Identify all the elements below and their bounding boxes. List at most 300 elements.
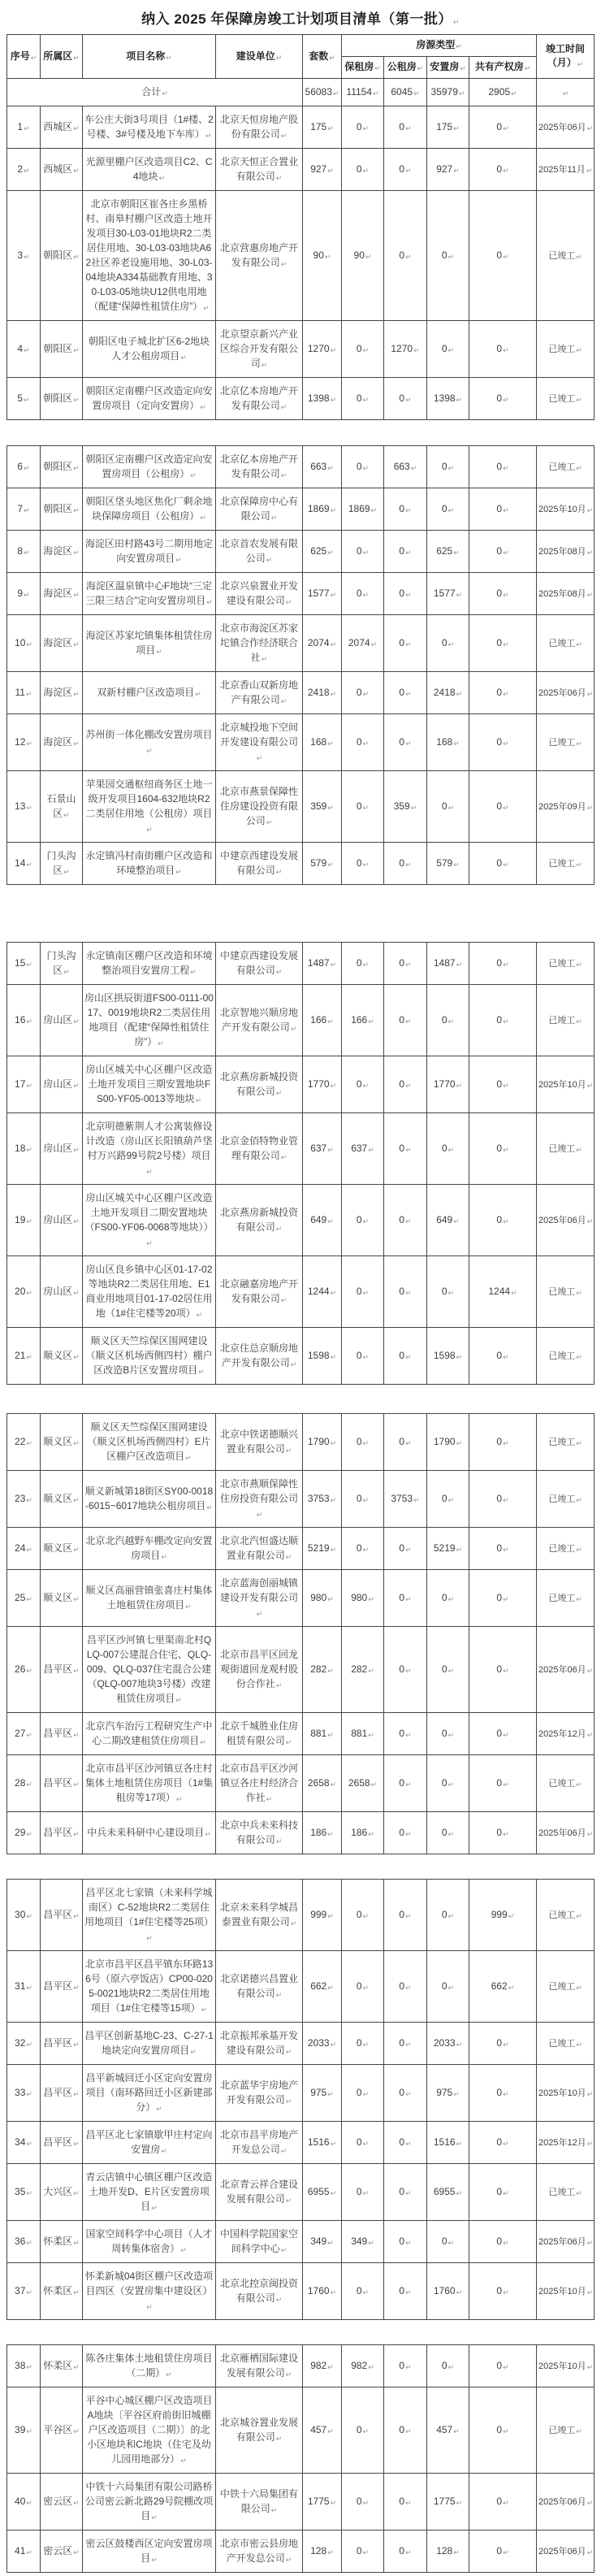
cell-project-name: 中铁十六局集团有限公司路桥公司密云新北路29号院棚改项目↵ <box>83 2474 216 2530</box>
paragraph-mark: ↵ <box>405 1289 412 1297</box>
paragraph-mark: ↵ <box>405 640 412 648</box>
paragraph-mark: ↵ <box>405 1667 412 1675</box>
paragraph-mark: ↵ <box>503 961 509 969</box>
paragraph-mark: ↵ <box>26 1595 32 1603</box>
cell-rental-guarantee: 2658↵ <box>342 1755 384 1812</box>
table-row <box>7 943 595 985</box>
paragraph-mark: ↵ <box>30 53 37 62</box>
paragraph-mark: ↵ <box>185 1454 192 1462</box>
paragraph-mark: ↵ <box>362 167 370 175</box>
cell-public-rental: 0↵ <box>384 1185 427 1256</box>
table-row <box>7 771 595 843</box>
paragraph-mark: ↵ <box>73 1353 80 1361</box>
cell-completion-date: 2025年10月↵ <box>537 1056 595 1113</box>
paragraph-mark: ↵ <box>332 89 339 98</box>
paragraph-mark: ↵ <box>405 2040 412 2049</box>
paragraph-mark: ↵ <box>73 464 80 472</box>
paragraph-mark: ↵ <box>280 471 288 479</box>
paragraph-mark: ↵ <box>73 167 80 175</box>
paragraph-mark: ↵ <box>327 124 334 132</box>
paragraph-mark: ↵ <box>576 1780 582 1789</box>
cell-resettlement: 1598↵ <box>427 1328 469 1385</box>
cell-shared-ownership: 0↵ <box>469 771 537 843</box>
paragraph-mark: ↵ <box>448 804 455 812</box>
cell-completion-date: 已竣工↵ <box>537 714 595 771</box>
cell-rental-guarantee: 0↵ <box>342 2530 384 2573</box>
paragraph-mark: ↵ <box>26 2140 32 2148</box>
cell-rental-guarantee: 186↵ <box>342 1812 384 1854</box>
cell-project-name: 北京市朝阳区崔各庄乡黑桥村、南皋村棚户区改造土地开发项目30-L03-01地块R2二类居住用地、30-L03-03地块A62社区养老设施用地、30-L03-04地块A334基础教育用地、30-L03-05地块U12供电用地（配建“保障性租赁住房”）↵ <box>83 191 216 321</box>
cell-district: 门头沟区↵ <box>41 843 83 885</box>
cell-district: 怀柔区↵ <box>41 2221 83 2263</box>
cell-district: 顺义区↵ <box>41 1471 83 1528</box>
cell-seq: 17↵ <box>7 1056 41 1113</box>
cell-resettlement: 1790↵ <box>427 1414 469 1471</box>
cell-shared-ownership: 0↵ <box>469 2530 537 2573</box>
paragraph-mark: ↵ <box>203 304 210 312</box>
cell-seq: 22↵ <box>7 1414 41 1471</box>
cell-completion-date: 2025年10月↵ <box>537 2065 595 2122</box>
paragraph-mark: ↵ <box>275 1991 283 1999</box>
cell-project-name: 平谷中心城区棚户区改造项目A地块〔平谷区府前街旧城棚户区改造项目（二期）〕的北小区地块和C地块（住宅及幼儿园用地部分）↵ <box>83 2387 216 2474</box>
paragraph-mark: ↵ <box>374 64 381 72</box>
cell-district: 昌平区↵ <box>41 1812 83 1854</box>
cell-units: 881↵ <box>303 1713 342 1755</box>
paragraph-mark: ↵ <box>24 346 30 354</box>
paragraph-mark: ↵ <box>576 1545 582 1554</box>
cell-public-rental: 0↵ <box>384 985 427 1056</box>
cell-resettlement: 0↵ <box>427 1471 469 1528</box>
table-page-3 <box>6 942 595 1385</box>
cell-resettlement: 0↵ <box>427 985 469 1056</box>
paragraph-mark: ↵ <box>280 1296 288 1304</box>
paragraph-mark: ↵ <box>576 960 582 969</box>
cell-district: 西城区↵ <box>41 106 83 149</box>
paragraph-mark: ↵ <box>275 2296 283 2304</box>
cell-project-name: 海淀区温泉镇中心F地块“三定三限三结合”定向安置房项目↵ <box>83 573 216 615</box>
cell-builder: 中建京西建设发展有限公司↵ <box>216 943 303 985</box>
cell-units: 625↵ <box>303 531 342 573</box>
table-row <box>7 1056 595 1113</box>
cell-rental-guarantee: 0↵ <box>342 2023 384 2065</box>
paragraph-mark: ↵ <box>456 42 462 50</box>
cell-builder: 北京燕房新城投资有限公司↵ <box>216 1185 303 1256</box>
cell-builder: 北京蓝海创丽城镇建设开发有限公司↵ <box>216 1570 303 1627</box>
cell-resettlement: 1516↵ <box>427 2122 469 2164</box>
table-row <box>7 1755 595 1812</box>
paragraph-mark: ↵ <box>405 2499 412 2507</box>
table-row <box>7 2221 595 2263</box>
cell-builder: 北京城投地下空间开发建设有限公司↵ <box>216 714 303 771</box>
table-row <box>7 1528 595 1570</box>
paragraph-mark: ↵ <box>511 1289 517 1297</box>
paragraph-mark: ↵ <box>205 1830 211 1838</box>
cell-public-rental: 0↵ <box>384 2345 427 2387</box>
paragraph-mark: ↵ <box>586 166 593 175</box>
cell-shared-ownership: 0↵ <box>469 985 537 1056</box>
cell-completion-date: 已竣工↵ <box>537 1755 595 1812</box>
paragraph-mark: ↵ <box>448 1984 455 1992</box>
paragraph-mark: ↵ <box>180 353 187 362</box>
paragraph-mark: ↵ <box>576 1983 582 1992</box>
cell-shared-ownership: 0↵ <box>469 1627 537 1713</box>
paragraph-mark: ↵ <box>330 1289 337 1297</box>
paragraph-mark: ↵ <box>24 591 30 599</box>
paragraph-mark: ↵ <box>362 2288 370 2296</box>
cell-project-name: 密云区鼓楼西区定向安置房项目↵ <box>83 2530 216 2573</box>
cell-resettlement: 0↵ <box>427 191 469 321</box>
paragraph-mark: ↵ <box>503 1546 509 1554</box>
col-header-rental-guarantee: 保租房↵ <box>342 57 384 79</box>
paragraph-mark: ↵ <box>73 2189 80 2197</box>
paragraph-mark: ↵ <box>405 506 412 514</box>
cell-units: 168↵ <box>303 714 342 771</box>
total-resettlement: 35979↵ <box>427 79 469 106</box>
cell-project-name: 昌平区创新基地C-23、C-27-1地块定向安置房项目↵ <box>83 2023 216 2065</box>
cell-district: 海淀区↵ <box>41 714 83 771</box>
paragraph-mark: ↵ <box>405 1146 412 1154</box>
cell-rental-guarantee: 0↵ <box>342 943 384 985</box>
paragraph-mark: ↵ <box>405 549 412 557</box>
paragraph-mark: ↵ <box>73 1289 80 1297</box>
cell-builder: 北京天恒正合置业有限公司↵ <box>216 149 303 191</box>
cell-resettlement: 0↵ <box>427 2345 469 2387</box>
cell-district: 顺义区↵ <box>41 1528 83 1570</box>
paragraph-mark: ↵ <box>503 396 509 404</box>
cell-seq: 41↵ <box>7 2530 41 2573</box>
table-row <box>7 2345 595 2387</box>
cell-builder: 中铁十六局集团有限公司↵ <box>216 2474 303 2530</box>
paragraph-mark: ↵ <box>24 253 30 261</box>
paragraph-mark: ↵ <box>362 2189 370 2197</box>
paragraph-mark: ↵ <box>26 1496 32 1504</box>
paragraph-mark: ↵ <box>576 345 582 354</box>
paragraph-mark: ↵ <box>327 1731 334 1739</box>
cell-units: 128↵ <box>303 2530 342 2573</box>
cell-resettlement: 0↵ <box>427 2221 469 2263</box>
paragraph-mark: ↵ <box>448 640 455 648</box>
paragraph-mark: ↵ <box>329 53 335 62</box>
paragraph-mark: ↵ <box>327 2239 334 2247</box>
cell-builder: 北京燕房新城投资有限公司↵ <box>216 1056 303 1113</box>
paragraph-mark: ↵ <box>503 591 509 599</box>
rows-section-6 <box>7 2345 595 2573</box>
cell-builder: 北京北汽恒盛达顺置业有限公司↵ <box>216 1528 303 1570</box>
cell-resettlement: 1487↵ <box>427 943 469 985</box>
cell-builder: 北京振邦承基开发建设有限公司↵ <box>216 2023 303 2065</box>
paragraph-mark: ↵ <box>448 2239 455 2247</box>
cell-public-rental: 0↵ <box>384 2530 427 2573</box>
cell-seq: 35↵ <box>7 2164 41 2221</box>
paragraph-mark: ↵ <box>327 1984 334 1992</box>
paragraph-mark: ↵ <box>280 2147 288 2155</box>
paragraph-mark: ↵ <box>370 506 378 514</box>
paragraph-mark: ↵ <box>370 640 378 648</box>
paragraph-mark: ↵ <box>576 1352 582 1361</box>
paragraph-mark: ↵ <box>324 253 331 261</box>
paragraph-mark: ↵ <box>73 1082 80 1090</box>
paragraph-mark: ↵ <box>405 396 412 404</box>
paragraph-mark: ↵ <box>503 1082 509 1090</box>
cell-rental-guarantee: 0↵ <box>342 573 384 615</box>
cell-builder: 北京首农发展有限公司↵ <box>216 531 303 573</box>
paragraph-mark: ↵ <box>405 861 412 869</box>
cell-completion-date: 已竣工↵ <box>537 191 595 321</box>
paragraph-mark: ↵ <box>503 464 509 472</box>
paragraph-mark: ↵ <box>456 690 463 698</box>
paragraph-mark: ↵ <box>285 2097 292 2105</box>
paragraph-mark: ↵ <box>586 2089 594 2098</box>
paragraph-mark: ↵ <box>456 1546 463 1554</box>
paragraph-mark: ↵ <box>285 1446 292 1455</box>
paragraph-mark: ↵ <box>73 1146 80 1154</box>
cell-rental-guarantee: 0↵ <box>342 106 384 149</box>
paragraph-mark: ↵ <box>586 2288 594 2296</box>
cell-completion-date: 2025年06月↵ <box>537 2530 595 2573</box>
cell-units: 1244↵ <box>303 1256 342 1328</box>
paragraph-mark: ↵ <box>503 2427 509 2435</box>
cell-completion-date: 2025年09月↵ <box>537 771 595 843</box>
cell-public-rental: 0↵ <box>384 1880 427 1951</box>
cell-completion-date: 已竣工↵ <box>537 321 595 378</box>
cell-district: 房山区↵ <box>41 1256 83 1328</box>
paragraph-mark: ↵ <box>330 1780 337 1789</box>
table-row <box>7 714 595 771</box>
paragraph-mark: ↵ <box>280 260 288 268</box>
paragraph-mark: ↵ <box>453 2548 460 2556</box>
paragraph-mark: ↵ <box>453 861 460 869</box>
cell-district: 昌平区↵ <box>41 2122 83 2164</box>
paragraph-mark: ↵ <box>503 1146 509 1154</box>
cell-project-name: 昌平区北七家镇歇甲庄村定向安置房↵ <box>83 2122 216 2164</box>
rows-section-4 <box>7 1414 595 1854</box>
paragraph-mark: ↵ <box>63 868 70 876</box>
paragraph-mark: ↵ <box>362 690 370 698</box>
paragraph-mark: ↵ <box>503 167 509 175</box>
cell-district: 门头沟区↵ <box>41 943 83 985</box>
paragraph-mark: ↵ <box>405 2548 412 2556</box>
paragraph-mark: ↵ <box>503 1731 509 1739</box>
table-row <box>7 2387 595 2474</box>
cell-district: 房山区↵ <box>41 985 83 1056</box>
paragraph-mark: ↵ <box>405 2288 412 2296</box>
paragraph-mark: ↵ <box>175 556 182 564</box>
cell-resettlement: 1577↵ <box>427 573 469 615</box>
cell-district: 西城区↵ <box>41 149 83 191</box>
paragraph-mark: ↵ <box>146 1168 153 1176</box>
cell-units: 2074↵ <box>303 615 342 672</box>
cell-public-rental: 0↵ <box>384 714 427 771</box>
cell-shared-ownership: 0↵ <box>469 1414 537 1471</box>
paragraph-mark: ↵ <box>330 396 337 404</box>
cell-rental-guarantee: 0↵ <box>342 1328 384 1385</box>
paragraph-mark: ↵ <box>362 464 370 472</box>
table-row <box>7 1627 595 1713</box>
cell-rental-guarantee: 0↵ <box>342 1951 384 2023</box>
cell-builder: 北京住总京顺房地产开发有限公司↵ <box>216 1328 303 1385</box>
paragraph-mark: ↵ <box>503 1017 509 1026</box>
cell-resettlement: 1770↵ <box>427 1056 469 1113</box>
paragraph-mark: ↵ <box>362 1984 370 1992</box>
paragraph-mark: ↵ <box>26 1082 32 1090</box>
table-row <box>7 2263 595 2320</box>
paragraph-mark: ↵ <box>180 2457 187 2465</box>
cell-project-name: 车公庄大街3号项目（1#楼、2号楼、3#号楼及地下车库）↵ <box>83 106 216 149</box>
paragraph-mark: ↵ <box>327 2363 334 2371</box>
table-row <box>7 1812 595 1854</box>
cell-district: 房山区↵ <box>41 1185 83 1256</box>
paragraph-mark: ↵ <box>200 514 206 522</box>
cell-resettlement: 0↵ <box>427 1755 469 1812</box>
paragraph-mark: ↵ <box>586 124 594 132</box>
cell-public-rental: 0↵ <box>384 1256 427 1328</box>
cell-units: 282↵ <box>303 1627 342 1713</box>
cell-resettlement: 0↵ <box>427 446 469 488</box>
paragraph-mark: ↵ <box>185 1602 192 1611</box>
paragraph-mark: ↵ <box>24 464 30 472</box>
cell-rental-guarantee: 0↵ <box>342 2164 384 2221</box>
paragraph-mark: ↵ <box>330 1353 337 1361</box>
cell-resettlement: 579↵ <box>427 843 469 885</box>
paragraph-mark: ↵ <box>448 1780 455 1789</box>
col-header-housing-type-group: 房源类型↵ <box>342 35 537 57</box>
cell-public-rental: 0↵ <box>384 1713 427 1755</box>
cell-shared-ownership: 0↵ <box>469 843 537 885</box>
paragraph-mark: ↵ <box>362 2499 370 2507</box>
cell-shared-ownership: 0↵ <box>469 943 537 985</box>
paragraph-mark: ↵ <box>270 514 278 522</box>
paragraph-mark: ↵ <box>362 1496 370 1504</box>
cell-project-name: 朝阳区垡头地区焦化厂剩余地块保障房项目（公租房）↵ <box>83 488 216 531</box>
cell-completion-date: 2025年12月↵ <box>537 2122 595 2164</box>
cell-seq: 5↵ <box>7 378 41 420</box>
paragraph-mark: ↵ <box>73 1830 80 1838</box>
paragraph-mark: ↵ <box>26 804 32 812</box>
paragraph-mark: ↵ <box>270 2506 278 2514</box>
paragraph-mark: ↵ <box>503 1830 509 1838</box>
paragraph-mark: ↵ <box>330 1439 337 1447</box>
cell-public-rental: 0↵ <box>384 2122 427 2164</box>
paragraph-mark: ↵ <box>448 1496 455 1504</box>
cell-rental-guarantee: 637↵ <box>342 1113 384 1185</box>
paragraph-mark: ↵ <box>73 396 80 404</box>
paragraph-mark: ↵ <box>576 2188 582 2197</box>
paragraph-mark: ↵ <box>73 2499 80 2507</box>
paragraph-mark: ↵ <box>362 346 370 354</box>
cell-units: 1487↵ <box>303 943 342 985</box>
cell-completion-date: 已竣工↵ <box>537 378 595 420</box>
cell-shared-ownership: 0↵ <box>469 2065 537 2122</box>
cell-units: 579↵ <box>303 843 342 885</box>
cell-units: 3753↵ <box>303 1471 342 1528</box>
paragraph-mark: ↵ <box>453 1217 460 1225</box>
cell-project-name: 北京市昌平区沙河镇豆各庄村集体土地租赁住房项目（1#集租房等17项）↵ <box>83 1755 216 1812</box>
cell-seq: 29↵ <box>7 1812 41 1854</box>
cell-public-rental: 0↵ <box>384 1528 427 1570</box>
paragraph-mark: ↵ <box>275 1225 283 1233</box>
paragraph-mark: ↵ <box>330 690 337 698</box>
paragraph-mark: ↵ <box>63 811 70 819</box>
cell-builder: 北京雁栖国际建设发展有限公司↵ <box>216 2345 303 2387</box>
paragraph-mark: ↵ <box>503 1595 509 1603</box>
paragraph-mark: ↵ <box>586 2362 594 2371</box>
cell-seq: 16↵ <box>7 985 41 1056</box>
cell-completion-date: 已竣工↵ <box>537 1471 595 1528</box>
cell-public-rental: 0↵ <box>384 2387 427 2474</box>
paragraph-mark: ↵ <box>503 739 509 748</box>
cell-shared-ownership: 0↵ <box>469 1812 537 1854</box>
cell-district: 海淀区↵ <box>41 531 83 573</box>
cell-project-name: 苹果园交通枢纽商务区土地一级开发项目1604-632地块R2二类居住用地（公租房）项目↵ <box>83 771 216 843</box>
paragraph-mark: ↵ <box>275 1089 283 1097</box>
cell-seq: 37↵ <box>7 2263 41 2320</box>
paragraph-mark: ↵ <box>327 804 334 812</box>
cell-completion-date: 2025年06月↵ <box>537 2474 595 2530</box>
cell-builder: 北京亿本房地产开发有限公司↵ <box>216 446 303 488</box>
paragraph-mark: ↵ <box>280 132 288 140</box>
cell-completion-date: 已竣工↵ <box>537 1570 595 1627</box>
paragraph-mark: ↵ <box>327 2090 334 2098</box>
cell-builder: 中国科学院国家空间科学中心↵ <box>216 2221 303 2263</box>
paragraph-mark: ↵ <box>405 961 412 969</box>
cell-rental-guarantee: 349↵ <box>342 2221 384 2263</box>
paragraph-mark: ↵ <box>24 167 30 175</box>
cell-units: 1398↵ <box>303 378 342 420</box>
paragraph-mark: ↵ <box>362 124 370 132</box>
cell-units: 982↵ <box>303 2345 342 2387</box>
cell-district: 大兴区↵ <box>41 2164 83 2221</box>
paragraph-mark: ↵ <box>586 590 594 599</box>
cell-district: 昌平区↵ <box>41 1755 83 1812</box>
table-row <box>7 1185 595 1256</box>
paragraph-mark: ↵ <box>73 2363 80 2371</box>
cell-builder: 北京智地兴顺房地产开发有限公司↵ <box>216 985 303 1056</box>
cell-units: 2418↵ <box>303 672 342 714</box>
table-row <box>7 488 595 531</box>
cell-seq: 4↵ <box>7 321 41 378</box>
paragraph-mark: ↵ <box>206 598 213 606</box>
cell-resettlement: 1760↵ <box>427 2263 469 2320</box>
cell-shared-ownership: 0↵ <box>469 321 537 378</box>
cell-seq: 36↵ <box>7 2221 41 2263</box>
paragraph-mark: ↵ <box>327 1667 334 1675</box>
paragraph-mark: ↵ <box>586 1081 594 1090</box>
cell-seq: 25↵ <box>7 1570 41 1627</box>
paragraph-mark: ↵ <box>330 506 337 514</box>
cell-units: 5219↵ <box>303 1528 342 1570</box>
cell-district: 平谷区↵ <box>41 2387 83 2474</box>
rows-section-3 <box>7 943 595 1385</box>
paragraph-mark: ↵ <box>73 2239 80 2247</box>
cell-rental-guarantee: 0↵ <box>342 771 384 843</box>
paragraph-mark: ↵ <box>26 1780 32 1789</box>
paragraph-mark: ↵ <box>503 506 509 514</box>
cell-shared-ownership: 0↵ <box>469 2474 537 2530</box>
paragraph-mark: ↵ <box>503 1780 509 1789</box>
cell-public-rental: 0↵ <box>384 191 427 321</box>
cell-builder: 北京营惠房地产开发有限公司↵ <box>216 191 303 321</box>
cell-resettlement: 1398↵ <box>427 378 469 420</box>
col-header-completion-date: 竣工时间（月）↵ <box>537 35 595 79</box>
cell-public-rental: 663↵ <box>384 446 427 488</box>
paragraph-mark: ↵ <box>405 1439 412 1447</box>
paragraph-mark: ↵ <box>275 868 283 876</box>
cell-project-name: 朝阳区定南棚户区改造定向安置房项目（公租房）↵ <box>83 446 216 488</box>
col-header-units: 套数↵ <box>303 35 342 79</box>
paragraph-mark: ↵ <box>413 89 420 98</box>
cell-resettlement: 0↵ <box>427 1812 469 1854</box>
paragraph-mark: ↵ <box>261 361 268 369</box>
